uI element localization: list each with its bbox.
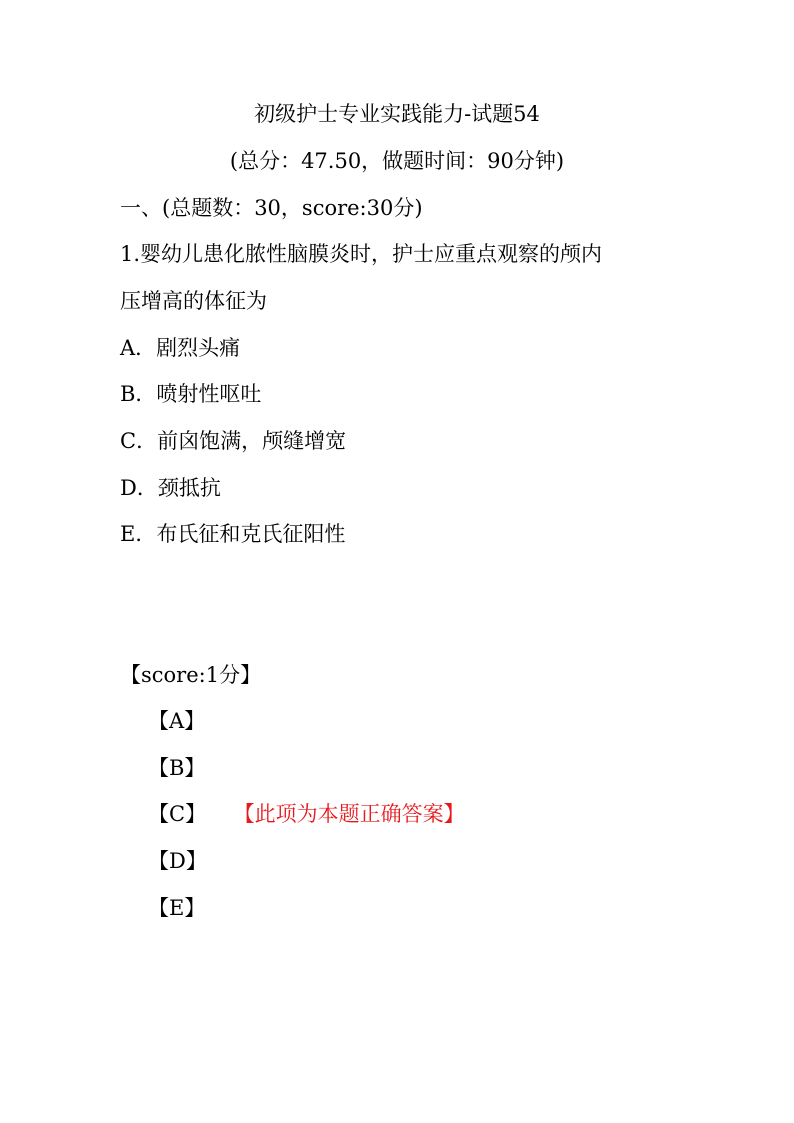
option-c: C．前囟饱满，颅缝增宽 <box>120 429 347 453</box>
option-e: E．布氏征和克氏征阳性 <box>120 522 346 546</box>
section-heading: 一、(总题数：30，score:30分) <box>120 196 423 220</box>
score-label: 【score:1分】 <box>120 663 262 687</box>
correct-answer-note: 【此项为本题正确答案】 <box>244 802 465 826</box>
answer-a: 【A】 <box>148 709 206 733</box>
document-subtitle: (总分：47.50，做题时间：90分钟) <box>229 149 565 173</box>
answer-c-marker: 【C】 <box>148 802 207 826</box>
document-title: 初级护士专业实践能力-试题54 <box>254 102 540 126</box>
answer-d: 【D】 <box>148 849 207 873</box>
option-d: D．颈抵抗 <box>120 476 221 500</box>
option-b: B．喷射性呕吐 <box>120 382 262 406</box>
question-stem-line-1: 1.婴幼儿患化脓性脑膜炎时，护士应重点观察的颅内 <box>120 242 603 266</box>
answer-c <box>148 801 465 827</box>
answer-e: 【E】 <box>148 896 206 920</box>
question-stem-line-2: 压增高的体征为 <box>120 289 267 313</box>
answer-b: 【B】 <box>148 756 206 780</box>
option-a: A．剧烈头痛 <box>120 336 241 360</box>
